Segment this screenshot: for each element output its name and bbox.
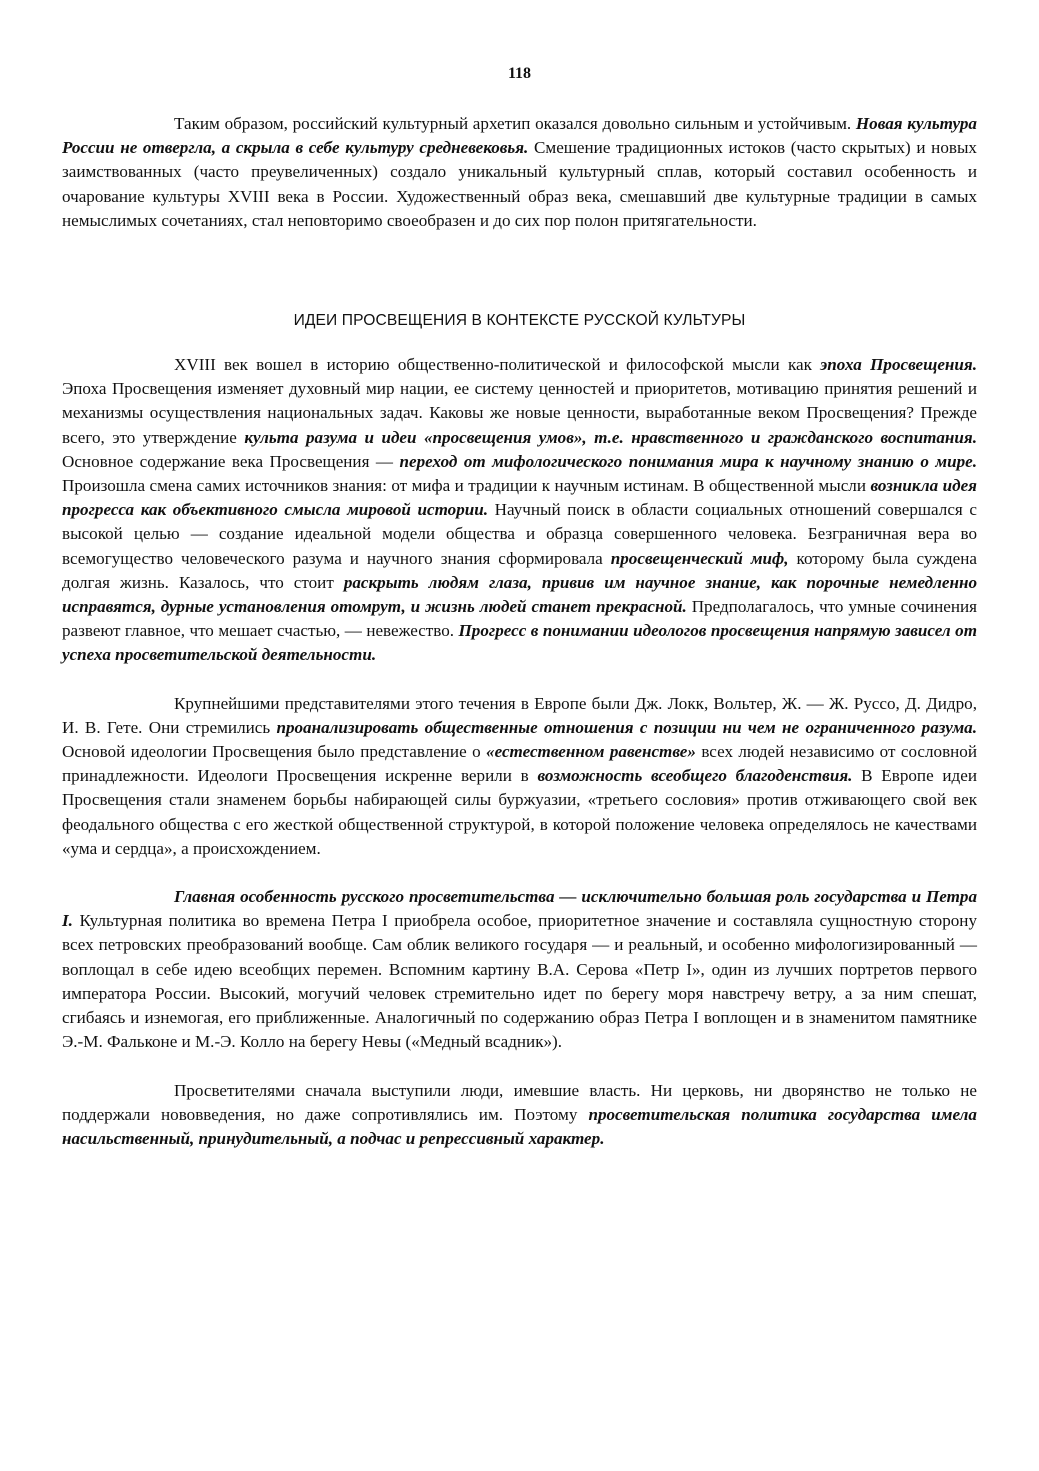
- text-run: Основой идеологии Просвещения было представление о: [62, 742, 487, 762]
- emphasis-run: культа разума и идеи «просвещения умов», т.е. нравственного и гражданского воспитания.: [244, 427, 977, 447]
- text-run: Таким образом, российский культурный архетип оказался довольно сильным и устойчивым.: [174, 114, 856, 133]
- text-run: Научный поиск в области социальных отношений совершался с высокой целью — создание идеальной модели общества и образца совершенного человека. Безграничная вера во всемогущество человеческого разума и научного знания сформировала: [62, 500, 977, 568]
- text-run: Культурная политика во времена Петра I приобрела особое, приоритетное значение и составляла сущностную сторону всех петровских преобразований вообще. Сам облик великого государя — и реальный, и особенно мифологизированный — воплощал в себе идею всеобщих перемен. Вспомним картину В.А. Серова «Петр I», один из лучших портретов первого императора России. Высокий, могучий человек стремительно идет по берегу моря навстречу ветру, а за ним спешат, сгибаясь и изнемогая, его приближенные. Аналогичный по содержанию образ Петра I воплощен и в знаменитом памятнике Э.-М. Фальконе и М.-Э. Колло на берегу Невы («Медный всадник»).: [62, 911, 977, 1052]
- emphasis-run: просвещенческий миф,: [610, 548, 789, 568]
- text-run: Смешение традиционных истоков (часто скрытых) и новых заимствованных (часто преувеличенных) создало уникальный культурный сплав, который составил особенность и очарование культуры XVIII века в России. Художественный образ века, смешавший две культурные традиции в самых немыслимых сочетаниях, стал неповторимо своеобразен и до сих пор полон притягательности.: [62, 138, 977, 230]
- emphasis-run: эпоха Просвещения.: [820, 355, 977, 375]
- text-run: Эпоха Просвещения изменяет духовный мир нации, ее систему ценностей и приоритетов, мотивацию принятия решений и механизмы осуществления национальных задач. Каковы же новые ценности, выработанные веком Просвещения? Прежде всего, это утверждение: [62, 379, 977, 447]
- paragraph-archetype: [62, 112, 977, 233]
- text-run: всех людей независимо от сословной принадлежности. Идеологи Просвещения искренне верили в: [62, 742, 978, 786]
- text-run: XVIII век вошел в историю общественно-политической и философской мысли как: [174, 355, 821, 375]
- paragraph-enlightenment-era: [62, 353, 977, 668]
- emphasis-run: «естественном равенстве»: [486, 742, 696, 762]
- emphasis-run: переход от мифологического понимания мира к научному знанию о мире.: [399, 451, 977, 471]
- paragraph-european-enlighteners: [62, 692, 977, 861]
- text-run: Произошла смена самих источников знания: от мифа и традиции к научным истинам. В общественной мысли: [62, 476, 871, 496]
- text-run: Основное содержание века Просвещения —: [62, 451, 400, 471]
- emphasis-run: возможность всеобщего благоденствия.: [537, 766, 853, 786]
- paragraph-state-policy: [62, 1079, 977, 1152]
- emphasis-run: раскрыть людям глаза, привив им научное знание, как порочные немедленно исправятся, дурные установления отомрут, и жизнь людей станет прекрасной.: [62, 572, 978, 617]
- emphasis-run: Новая культура России не отвергла, а скрыла в себе культуру средневековья.: [62, 114, 977, 158]
- text-run: которому была суждена долгая жизнь. Казалось, что стоит: [62, 548, 977, 592]
- section-heading: ИДЕИ ПРОСВЕЩЕНИЯ В КОНТЕКСТЕ РУССКОЙ КУЛЬТУРЫ: [293, 312, 746, 330]
- emphasis-run: Прогресс в понимании идеологов просвещения напрямую зависел от успеха просветительской деятельности.: [62, 621, 977, 665]
- text-run: В Европе идеи Просвещения стали знаменем борьбы набирающей силы буржуазии, «третьего сословия» против отживающего свой век феодального общества с его жесткой общественной структурой, в которой положение человека определялось не качествами «ума и сердца», а происхождением.: [62, 766, 977, 858]
- text-run: Предполагалось, что умные сочинения развеют главное, что мешает счастью, — невежество.: [62, 597, 977, 641]
- text-run: Просветителями сначала выступили люди, имевшие власть. Ни церковь, ни дворянство не только не поддержали нововведения, но даже сопротивлялись им. Поэтому: [62, 1080, 977, 1124]
- emphasis-run: проанализировать общественные отношения с позиции ни чем не ограниченного разума.: [276, 717, 977, 737]
- page-number: 118: [507, 65, 532, 82]
- text-run: Крупнейшими представителями этого течения в Европе были Дж. Локк, Вольтер, Ж. — Ж. Руссо, Д. Дидро, И. В. Гете. Они стремились: [62, 693, 977, 737]
- emphasis-run: возникла идея прогресса как объективного смысла мировой истории.: [62, 476, 977, 520]
- paragraph-russian-enlightenment: [62, 885, 977, 1054]
- emphasis-run: Главная особенность русского просветительства — исключительно большая роль государства и Петра I.: [62, 887, 977, 931]
- emphasis-run: просветительская политика государства имела насильственный, принудительный, а подчас и репрессивный характер.: [62, 1104, 977, 1148]
